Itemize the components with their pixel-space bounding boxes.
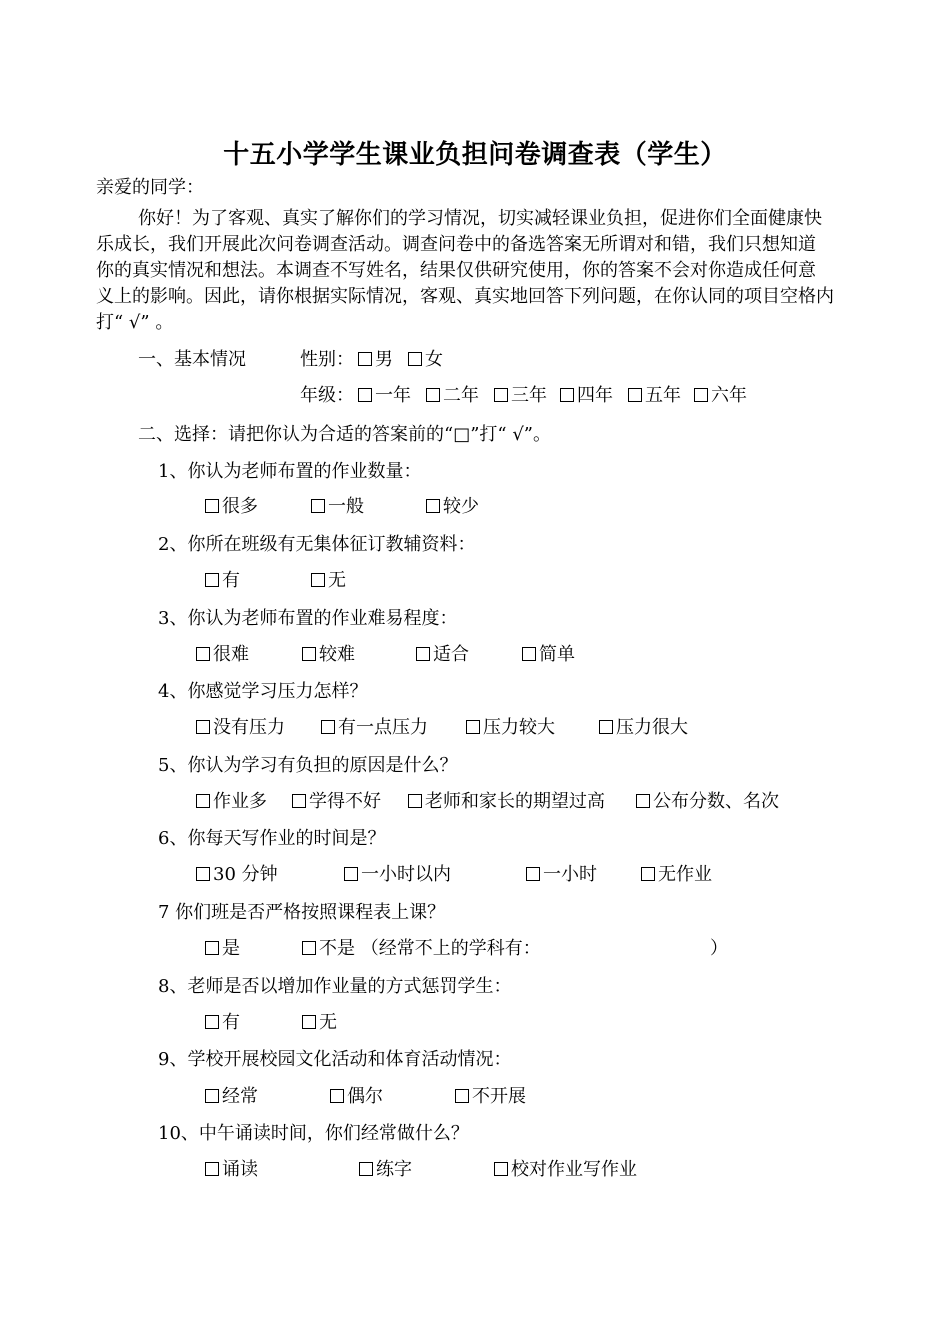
grade-option-2[interactable] [426,384,479,408]
checkbox[interactable] [494,1162,508,1176]
checkbox[interactable] [416,647,430,661]
grade-option-4[interactable] [560,384,613,408]
option-label: 压力较大 [483,717,555,738]
q3-option-2[interactable] [302,643,355,667]
question-7: 7 你们班是否严格按照课程表上课？ [158,902,446,923]
q3-option-4[interactable] [522,643,575,667]
greeting: 亲爱的同学： [96,177,204,198]
option-label: 没有压力 [213,717,285,738]
option-label: 无 [319,1012,337,1033]
option-label: 一小时 [543,864,597,885]
option-label: 校对作业写作业 [511,1159,637,1180]
option-label: 诵读 [222,1159,258,1180]
checkbox[interactable] [205,941,219,955]
checkbox[interactable] [358,388,372,402]
checkbox[interactable] [636,794,650,808]
grade-label: 年级： [300,385,354,406]
option-label: 有 [222,1012,240,1033]
question-4: 4、你感觉学习压力怎样？ [158,681,368,702]
grade-option-5[interactable] [628,384,681,408]
checkbox[interactable] [494,388,508,402]
checkbox[interactable] [302,941,316,955]
q1-option-2[interactable] [311,495,364,519]
checkbox[interactable] [311,499,325,513]
option-label: 很多 [222,496,258,517]
question-1: 1、你认为老师布置的作业数量： [158,461,422,482]
option-label: 公布分数、名次 [653,791,779,812]
section2-heading: 二、选择：请把你认为合适的答案前的“□”打“ √”。 [138,424,552,445]
checkbox[interactable] [694,388,708,402]
checkbox[interactable] [205,499,219,513]
question-5: 5、你认为学习有负担的原因是什么？ [158,755,458,776]
q6-option-3[interactable] [526,863,597,887]
checkbox[interactable] [344,867,358,881]
checkbox[interactable] [560,388,574,402]
option-label: 三年 [511,385,547,406]
option-label: 无作业 [658,864,712,885]
checkbox[interactable] [426,499,440,513]
option-label: 无 [328,570,346,591]
q3-option-1[interactable] [196,643,249,667]
option-label: 四年 [577,385,613,406]
grade-option-3[interactable] [494,384,547,408]
question-8: 8、老师是否以增加作业量的方式惩罚学生： [158,976,512,997]
checkbox[interactable] [292,794,306,808]
option-label: 一小时以内 [361,864,451,885]
q6-option-2[interactable] [344,863,451,887]
grade-option-6[interactable] [694,384,747,408]
q4-option-4[interactable] [599,716,688,740]
option-label: 作业多 [213,791,267,812]
option-label: 经常 [222,1086,258,1107]
q7-option-1[interactable] [205,937,240,961]
checkbox[interactable] [466,720,480,734]
checkbox[interactable] [330,1089,344,1103]
intro-line: 义上的影响。因此，请你根据实际情况，客观、真实地回答下列问题，在你认同的项目空格内 [96,286,834,307]
option-label: 适合 [433,644,469,665]
option-label: 压力很大 [616,717,688,738]
q8-option-1[interactable] [205,1011,240,1035]
intro-line: 你的真实情况和想法。本调查不写姓名，结果仅供研究使用，你的答案不会对你造成任何意 [96,260,816,281]
option-label: 五年 [645,385,681,406]
checkbox[interactable] [196,720,210,734]
q9-option-3[interactable] [455,1085,526,1109]
option-label: 男 [375,349,393,370]
option-label: 一年 [375,385,411,406]
option-label: 学得不好 [309,791,381,812]
checkbox[interactable] [526,867,540,881]
q5-option-2[interactable] [292,790,381,814]
q7-option-2[interactable] [302,937,541,961]
option-label: 二年 [443,385,479,406]
page-title: 十五小学学生课业负担问卷调查表（学生） [223,140,727,170]
q6-option-1[interactable] [196,863,278,887]
q1-option-3[interactable] [426,495,479,519]
checkbox[interactable] [359,1162,373,1176]
q10-option-2[interactable] [359,1158,412,1182]
q4-option-2[interactable] [321,716,428,740]
q4-option-3[interactable] [466,716,555,740]
option-label: 是 [222,938,240,959]
checkbox[interactable] [599,720,613,734]
q5-option-1[interactable] [196,790,267,814]
checkbox[interactable] [205,1015,219,1029]
question-9: 9、学校开展校园文化活动和体育活动情况： [158,1049,512,1070]
question-3: 3、你认为老师布置的作业难易程度： [158,608,458,629]
checkbox[interactable] [358,352,372,366]
q10-option-1[interactable] [205,1158,258,1182]
q5-option-3[interactable] [408,790,605,814]
checkbox[interactable] [205,1089,219,1103]
checkbox[interactable] [408,794,422,808]
option-label: 练字 [376,1159,412,1180]
checkbox[interactable] [196,867,210,881]
option-label: 较少 [443,496,479,517]
q1-option-1[interactable] [205,495,258,519]
section1-heading: 一、基本情况 [138,349,246,370]
question-10: 10、中午诵读时间，你们经常做什么？ [158,1123,469,1144]
q4-option-1[interactable] [196,716,285,740]
gender-label: 性别： [300,349,354,370]
q2-option-1[interactable] [205,569,240,593]
gender-option-male[interactable] [358,348,393,372]
option-label: 女 [425,349,443,370]
checkbox[interactable] [641,867,655,881]
intro-line: 你好！为了客观、真实了解你们的学习情况，切实减轻课业负担，促进你们全面健康快 [138,208,822,229]
option-label: 30 分钟 [213,864,278,885]
option-label: 很难 [213,644,249,665]
checkbox[interactable] [311,573,325,587]
checkbox[interactable] [408,352,422,366]
checkbox[interactable] [205,1162,219,1176]
q9-option-1[interactable] [205,1085,258,1109]
checkbox[interactable] [426,388,440,402]
q2-option-2[interactable] [311,569,346,593]
gender-option-female[interactable] [408,348,443,372]
question-6: 6、你每天写作业的时间是？ [158,828,386,849]
option-label: 较难 [319,644,355,665]
grade-option-1[interactable] [358,384,411,408]
checkbox[interactable] [302,1015,316,1029]
intro-line: 打“ √” 。 [96,312,174,333]
q3-option-3[interactable] [416,643,469,667]
checkbox[interactable] [628,388,642,402]
option-label: 简单 [539,644,575,665]
checkbox[interactable] [455,1089,469,1103]
option-label: 有 [222,570,240,591]
q7-trailing-paren: ） [710,938,728,959]
option-label: 老师和家长的期望过高 [425,791,605,812]
option-label: 偶尔 [347,1086,383,1107]
q9-option-2[interactable] [330,1085,383,1109]
option-label: 六年 [711,385,747,406]
option-label: 不开展 [472,1086,526,1107]
option-label: 一般 [328,496,364,517]
checkbox[interactable] [205,573,219,587]
q6-option-4[interactable] [641,863,712,887]
question-2: 2、你所在班级有无集体征订教辅资料： [158,534,476,555]
checkbox[interactable] [196,794,210,808]
option-label: 有一点压力 [338,717,428,738]
checkbox[interactable] [522,647,536,661]
intro-line: 乐成长，我们开展此次问卷调查活动。调查问卷中的备选答案无所谓对和错，我们只想知道 [96,234,816,255]
checkbox[interactable] [302,647,316,661]
q8-option-2[interactable] [302,1011,337,1035]
q10-option-3[interactable] [494,1158,637,1182]
checkbox[interactable] [196,647,210,661]
q5-option-4[interactable] [636,790,779,814]
option-label: 不是 （经常不上的学科有： [319,938,541,959]
intro-paragraph [96,206,852,336]
checkbox[interactable] [321,720,335,734]
